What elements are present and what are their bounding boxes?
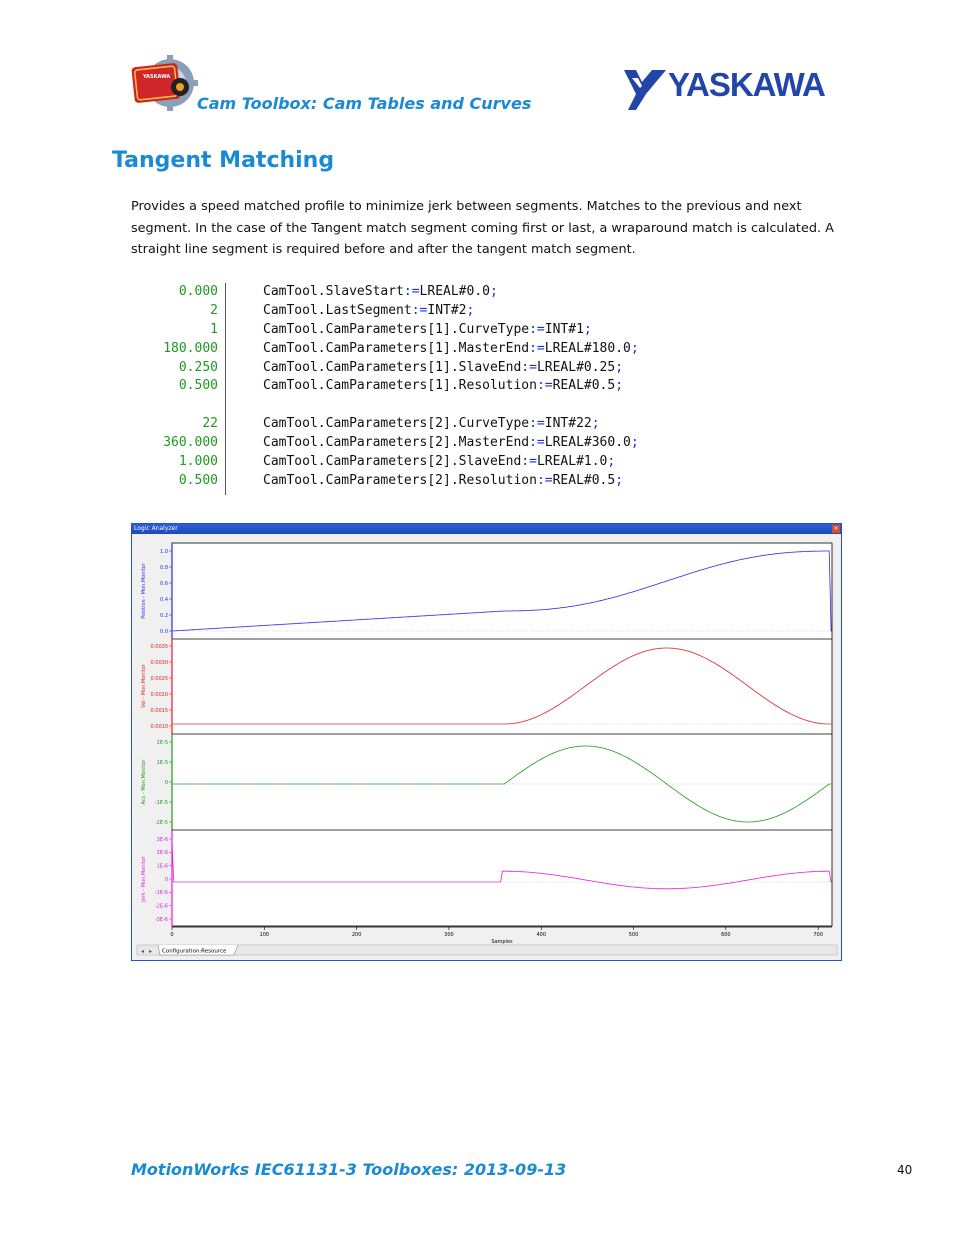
plot-area (172, 543, 832, 926)
y-tick-label: 0.8 (160, 564, 168, 571)
code-target: CamTool.CamParameters[1].Resolution (263, 378, 537, 394)
code-target: CamTool.CamParameters[2].Resolution (263, 472, 537, 488)
line-value: 2 (210, 302, 218, 318)
y-tick-label: 0.0035 (150, 643, 168, 650)
description-paragraph: Provides a speed matched profile to minimize jerk between segments. Matches to the previous and next segment. In the case of the Tangent match segment coming first or last, a wraparound match is calculated. A straight line segment is required before and after the tangent match segment. (131, 199, 834, 257)
panel-axis-label: Vel - Mon.Monitor (141, 664, 147, 708)
line-value: 0.000 (178, 284, 218, 299)
y-tick-label: 0.0030 (150, 659, 168, 666)
code-assign-op: := (403, 284, 420, 299)
code-line (140, 283, 760, 302)
code-assign-op: := (411, 302, 428, 318)
code-text (263, 283, 498, 302)
code-target: CamTool.LastSegment (263, 302, 412, 318)
window-titlebar (132, 524, 841, 534)
x-tick-label: 100 (259, 932, 270, 938)
code-terminator: ; (615, 378, 624, 394)
footer-title: MotionWorks IEC61131-3 Toolboxes: 2013-09-13 (131, 1160, 567, 1179)
code-terminator: ; (630, 340, 639, 356)
code-text (263, 377, 623, 396)
code-text (263, 434, 639, 453)
code-value: LREAL#0.25 (536, 359, 616, 375)
code-value: LREAL#0.0 (419, 284, 490, 299)
header-section-title: Cam Toolbox: Cam Tables and Curves (197, 94, 532, 113)
y-tick-label: 0.0020 (150, 691, 168, 698)
y-tick-label: 3E-6 (156, 836, 168, 843)
x-tick-label: 200 (351, 932, 362, 938)
line-value: 0.250 (178, 359, 218, 375)
code-line (140, 472, 760, 491)
logic-analyzer-window (131, 523, 842, 961)
code-assign-op: := (529, 416, 545, 432)
code-terminator: ; (466, 302, 475, 318)
code-target: CamTool.CamParameters[1].CurveType (263, 321, 530, 337)
code-terminator: ; (607, 454, 616, 470)
y-tick-label: -3E-6 (154, 916, 168, 923)
code-line (140, 302, 760, 321)
code-value: INT#1 (544, 321, 584, 337)
y-tick-label: 0.2 (160, 612, 168, 619)
y-tick-label: 1E-5 (156, 759, 168, 766)
page-heading: Tangent Matching (112, 148, 335, 173)
code-line (140, 340, 760, 359)
y-tick-label: 1.0 (160, 548, 168, 555)
y-tick-label: 0.0015 (150, 707, 168, 714)
code-terminator: ; (630, 435, 639, 451)
code-terminator: ; (583, 321, 592, 337)
x-tick-label: 0 (170, 932, 174, 938)
line-value: 1.000 (178, 454, 218, 470)
code-value: LREAL#360.0 (544, 435, 631, 451)
code-line (140, 396, 760, 415)
code-value: REAL#0.5 (552, 472, 616, 488)
code-value: INT#22 (544, 416, 592, 432)
code-value: LREAL#1.0 (536, 454, 608, 470)
line-value: 0.500 (178, 472, 218, 488)
page-number: 40 (897, 1163, 913, 1177)
code-text (263, 340, 639, 359)
line-value: 1 (210, 321, 218, 337)
line-value: 180.000 (163, 340, 218, 356)
y-tick-label: 1E-6 (156, 863, 168, 870)
y-tick-label: 2E-6 (156, 850, 168, 857)
code-assign-op: := (536, 378, 553, 394)
x-tick-label: 600 (721, 932, 731, 938)
code-assign-op: := (536, 472, 553, 488)
y-tick-label: 0.6 (160, 580, 168, 587)
code-text (263, 321, 592, 340)
code-line (140, 453, 760, 472)
code-text (263, 415, 600, 434)
line-value: 22 (202, 416, 218, 432)
y-tick-label: 0 (164, 779, 168, 786)
line-value: 0.500 (178, 378, 218, 394)
code-value: INT#2 (427, 302, 467, 318)
scroll-left-icon[interactable]: ◂ (141, 948, 145, 955)
code-assign-op: := (529, 435, 545, 451)
configuration-tab-label: Configuration:Resource (162, 948, 227, 955)
code-line (140, 415, 760, 434)
toolbox-logo (130, 55, 198, 111)
tab-bar (137, 945, 837, 955)
y-tick-label: 0.0010 (150, 723, 168, 730)
code-target: CamTool.SlaveStart (263, 284, 404, 299)
code-line (140, 434, 760, 453)
panel-axis-label: Position - Mon.Monitor (141, 563, 147, 619)
code-target: CamTool.CamParameters[2].MasterEnd (263, 435, 530, 451)
code-target: CamTool.CamParameters[2].CurveType (263, 416, 530, 432)
y-tick-label: -1E-5 (154, 799, 168, 806)
code-value: REAL#0.5 (552, 378, 616, 394)
code-listing (140, 283, 760, 491)
brand-name: YASKAWA (668, 66, 825, 103)
y-tick-label: 0 (164, 876, 168, 883)
code-text (263, 359, 623, 378)
logic-analyzer-chart (132, 534, 841, 960)
code-target: CamTool.CamParameters[2].SlaveEnd (263, 454, 522, 470)
code-text (263, 453, 615, 472)
code-line (140, 377, 760, 396)
code-target: CamTool.CamParameters[1].SlaveEnd (263, 359, 522, 375)
scroll-right-icon[interactable]: ▸ (149, 948, 153, 955)
x-tick-label: 500 (628, 932, 639, 938)
y-tick-label: 0.4 (160, 596, 168, 603)
close-icon[interactable]: × (833, 525, 839, 532)
code-text (263, 302, 474, 321)
y-tick-label: 2E-5 (156, 739, 168, 746)
x-axis-label: Samples (491, 939, 513, 945)
x-tick-label: 400 (536, 932, 547, 938)
code-terminator: ; (591, 416, 600, 432)
y-tick-label: -2E-5 (154, 819, 168, 826)
logo-badge-text: YASKAWA (143, 74, 171, 80)
code-text (263, 472, 623, 491)
code-terminator: ; (615, 472, 624, 488)
code-assign-op: := (529, 321, 545, 337)
panel-axis-label: Jerk - Mon.Monitor (141, 856, 147, 902)
y-tick-label: -2E-6 (154, 903, 168, 910)
code-assign-op: := (529, 340, 545, 356)
y-tick-label: 0.0 (160, 628, 168, 635)
window-title: Logic Analyzer (134, 525, 178, 532)
x-tick-label: 300 (444, 932, 454, 938)
code-terminator: ; (615, 359, 624, 375)
y-tick-label: 0.0025 (150, 675, 168, 682)
code-assign-op: := (521, 454, 537, 470)
y-tick-label: -1E-6 (154, 890, 168, 897)
code-assign-op: := (521, 359, 537, 375)
line-value: 360.000 (163, 435, 218, 451)
code-terminator: ; (490, 284, 498, 299)
code-line (140, 321, 760, 340)
code-line (140, 359, 760, 378)
x-tick-label: 700 (813, 932, 823, 938)
yaskawa-logo (622, 66, 844, 110)
code-value: LREAL#180.0 (544, 340, 631, 356)
panel-axis-label: Acc - Mon.Monitor (141, 759, 147, 805)
code-target: CamTool.CamParameters[1].MasterEnd (263, 340, 530, 356)
